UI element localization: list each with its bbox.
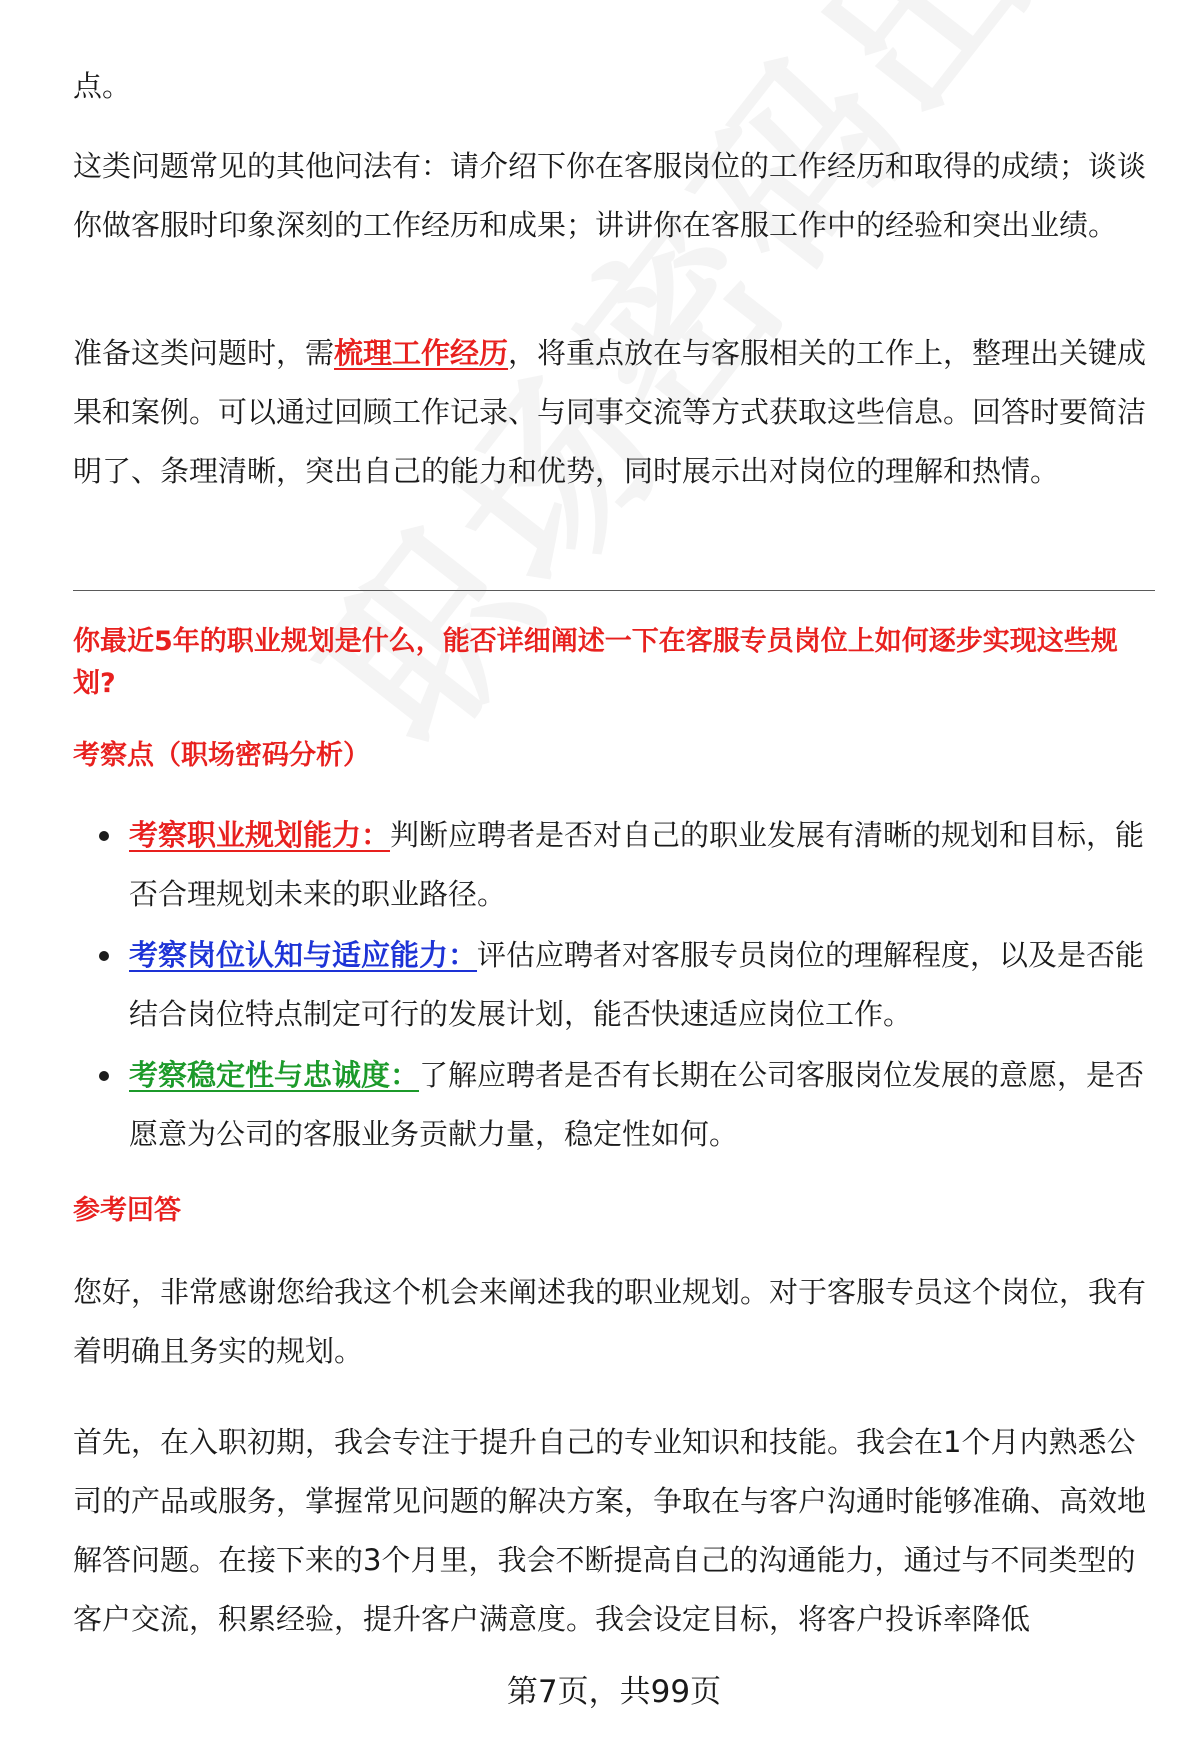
answer-paragraph-2: 首先，在入职初期，我会专注于提升自己的专业知识和技能。我会在1个月内熟悉公司的产品或服务，掌握常见问题的解决方案，争取在与客户沟通时能够准确、高效地解答问题。在接下来的3个月里，我会不断提高自己的沟通能力，通过与不同类型的客户交流，积累经验，提升客户满意度。我会设定目标，将客户投诉率降低 bbox=[73, 1425, 1147, 1636]
bullet-icon bbox=[99, 831, 109, 841]
section-divider bbox=[73, 590, 1155, 591]
answer-heading: 参考回答 bbox=[73, 1195, 181, 1226]
point-title-loyalty[interactable]: 考察稳定性与忠诚度： bbox=[129, 1058, 420, 1092]
prep-text-after: ，将重点放在与客服相关的工作上，整理出关键成果和案例。可以通过回顾工作记录、与同事交流等方式获取这些信息。回答时要简洁明了、条理清晰，突出自己的能力和优势，同时展示出对岗位的理解和热情。 bbox=[73, 336, 1147, 488]
assessment-points-list bbox=[73, 806, 1155, 1166]
point-title-planning[interactable]: 考察职业规划能力： bbox=[129, 818, 391, 852]
bullet-icon bbox=[99, 951, 109, 961]
prep-highlight-link[interactable]: 梳理工作经历 bbox=[334, 336, 509, 370]
point-title-adaptability[interactable]: 考察岗位认知与适应能力： bbox=[129, 938, 478, 972]
assessment-point-loyalty bbox=[73, 1046, 1155, 1164]
answer-paragraph-1: 您好，非常感谢您给我这个机会来阐述我的职业规划。对于客服专员这个岗位，我有着明确且务实的规划。 bbox=[73, 1275, 1147, 1368]
paragraph-preparation bbox=[73, 324, 1155, 501]
paragraph-line-end: 点。 bbox=[73, 69, 132, 103]
point-text-planning: 判断应聘者是否对自己的职业发展有清晰的规划和目标，能否合理规划未来的职业路径。 bbox=[129, 818, 1145, 911]
page-number: 第7页，共99页 bbox=[506, 1674, 722, 1710]
assessment-point-planning bbox=[73, 806, 1155, 924]
question-title: 你最近5年的职业规划是什么，能否详细阐述一下在客服专员岗位上如何逐步实现这些规划? bbox=[73, 626, 1118, 699]
document-page bbox=[73, 0, 1155, 1755]
prep-text-before: 准备这类问题时，需 bbox=[73, 336, 335, 370]
bullet-icon bbox=[99, 1071, 109, 1081]
assessment-point-adaptability bbox=[73, 926, 1155, 1044]
point-text-loyalty: 了解应聘者是否有长期在公司客服岗位发展的意愿，是否愿意为公司的客服业务贡献力量，稳定性如何。 bbox=[129, 1058, 1145, 1151]
assessment-heading: 考察点（职场密码分析） bbox=[73, 740, 370, 771]
point-text-adaptability: 评估应聘者对客服专员岗位的理解程度，以及是否能结合岗位特点制定可行的发展计划，能否快速适应岗位工作。 bbox=[129, 938, 1145, 1031]
paragraph-other-ways: 这类问题常见的其他问法有：请介绍下你在客服岗位的工作经历和取得的成绩；谈谈你做客服时印象深刻的工作经历和成果；讲讲你在客服工作中的经验和突出业绩。 bbox=[73, 149, 1147, 242]
